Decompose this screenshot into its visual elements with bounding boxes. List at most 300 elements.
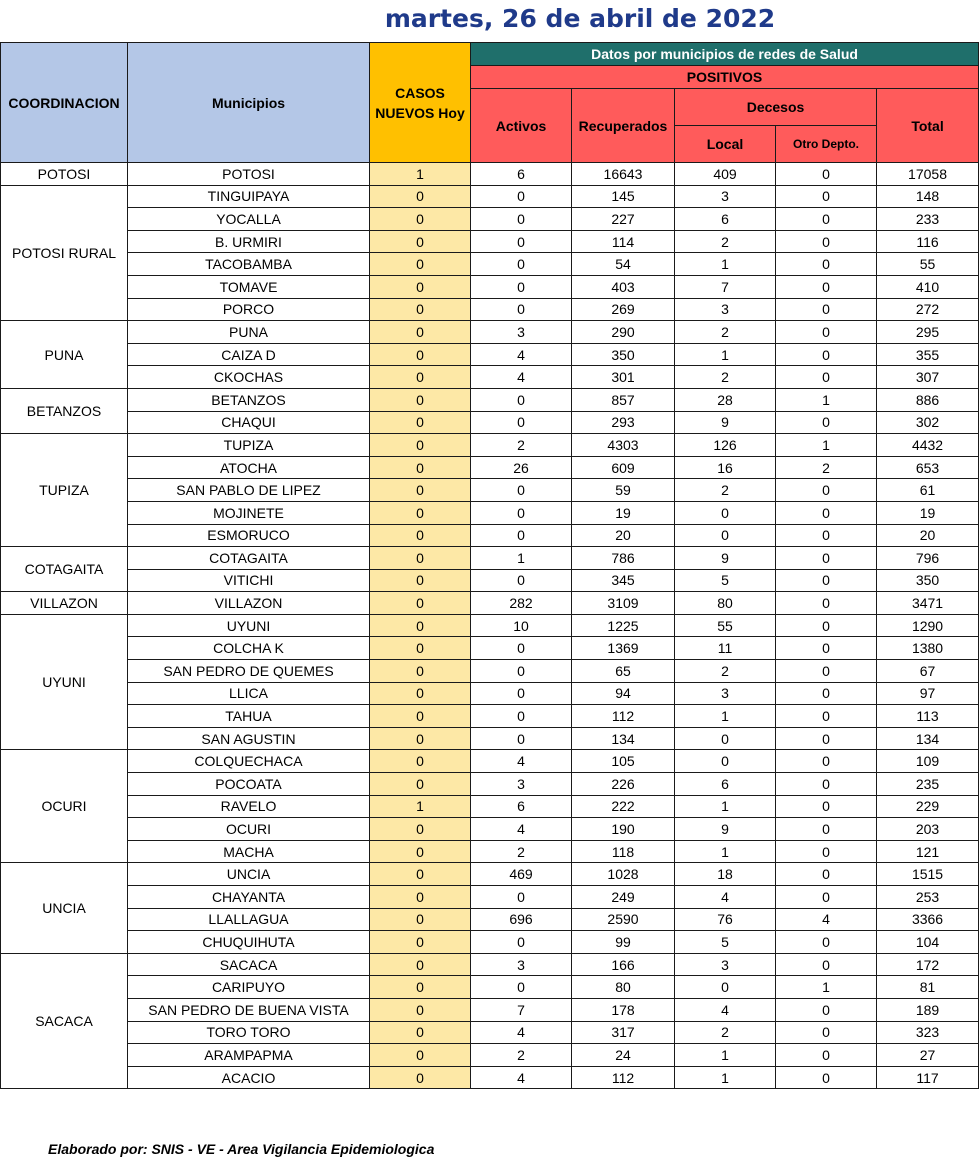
- recuperados-cell: 227: [572, 208, 675, 231]
- casos-nuevos-cell: 0: [370, 208, 471, 231]
- total-cell: 355: [877, 343, 979, 366]
- municipio-cell: RAVELO: [128, 795, 370, 818]
- municipio-cell: ESMORUCO: [128, 524, 370, 547]
- table-row: [1, 1066, 979, 1089]
- municipio-cell: TORO TORO: [128, 1021, 370, 1044]
- activos-cell: 0: [471, 524, 572, 547]
- otro-depto-cell: 0: [776, 1044, 877, 1067]
- activos-cell: 26: [471, 456, 572, 479]
- casos-nuevos-cell: 0: [370, 976, 471, 999]
- casos-nuevos-cell: 0: [370, 840, 471, 863]
- activos-cell: 0: [471, 479, 572, 502]
- local-cell: 2: [675, 660, 776, 683]
- local-cell: 0: [675, 976, 776, 999]
- activos-cell: 4: [471, 1066, 572, 1089]
- casos-nuevos-cell: 0: [370, 931, 471, 954]
- municipio-cell: POCOATA: [128, 773, 370, 796]
- table-row: [1, 547, 979, 570]
- activos-cell: 0: [471, 253, 572, 276]
- activos-cell: 2: [471, 434, 572, 457]
- casos-nuevos-cell: 0: [370, 637, 471, 660]
- activos-cell: 0: [471, 208, 572, 231]
- total-cell: 235: [877, 773, 979, 796]
- recuperados-cell: 317: [572, 1021, 675, 1044]
- total-header: Total: [877, 89, 979, 163]
- local-cell: 1: [675, 705, 776, 728]
- otro-depto-cell: 0: [776, 321, 877, 344]
- local-cell: 0: [675, 524, 776, 547]
- activos-cell: 7: [471, 998, 572, 1021]
- total-cell: 229: [877, 795, 979, 818]
- table-row: [1, 321, 979, 344]
- recuperados-cell: 609: [572, 456, 675, 479]
- total-cell: 886: [877, 388, 979, 411]
- local-cell: 18: [675, 863, 776, 886]
- activos-cell: 4: [471, 343, 572, 366]
- table-row: [1, 388, 979, 411]
- total-cell: 117: [877, 1066, 979, 1089]
- table-row: [1, 456, 979, 479]
- total-cell: 55: [877, 253, 979, 276]
- total-cell: 148: [877, 185, 979, 208]
- total-cell: 653: [877, 456, 979, 479]
- total-cell: 134: [877, 727, 979, 750]
- table-row: [1, 501, 979, 524]
- activos-cell: 3: [471, 321, 572, 344]
- otro-depto-cell: 0: [776, 705, 877, 728]
- municipio-cell: PORCO: [128, 298, 370, 321]
- table-row: [1, 931, 979, 954]
- recuperados-cell: 290: [572, 321, 675, 344]
- table-row: [1, 773, 979, 796]
- casos-nuevos-cell: 0: [370, 818, 471, 841]
- otro-depto-cell: 0: [776, 998, 877, 1021]
- otro-depto-cell: 0: [776, 637, 877, 660]
- activos-cell: 0: [471, 388, 572, 411]
- local-cell: 4: [675, 886, 776, 909]
- table-row: [1, 727, 979, 750]
- municipio-cell: UYUNI: [128, 614, 370, 637]
- table-row: [1, 976, 979, 999]
- municipio-cell: CHAQUI: [128, 411, 370, 434]
- total-cell: 97: [877, 682, 979, 705]
- otro-depto-cell: 1: [776, 388, 877, 411]
- recuperados-cell: 112: [572, 705, 675, 728]
- coordinacion-cell: BETANZOS: [1, 388, 128, 433]
- recuperados-cell: 293: [572, 411, 675, 434]
- municipios-header: Municipios: [128, 43, 370, 163]
- total-cell: 189: [877, 998, 979, 1021]
- casos-nuevos-cell: 0: [370, 298, 471, 321]
- table-row: [1, 840, 979, 863]
- table-row: [1, 479, 979, 502]
- otro-depto-cell: 0: [776, 750, 877, 773]
- table-row: [1, 1044, 979, 1067]
- activos-cell: 2: [471, 840, 572, 863]
- otro-depto-cell: 1: [776, 434, 877, 457]
- activos-cell: 1: [471, 547, 572, 570]
- activos-cell: 0: [471, 705, 572, 728]
- local-cell: 2: [675, 321, 776, 344]
- casos-nuevos-cell: 0: [370, 343, 471, 366]
- total-cell: 233: [877, 208, 979, 231]
- otro-depto-cell: 0: [776, 501, 877, 524]
- local-cell: 2: [675, 479, 776, 502]
- otro-depto-cell: 0: [776, 298, 877, 321]
- recuperados-cell: 59: [572, 479, 675, 502]
- recuperados-header: Recuperados: [572, 89, 675, 163]
- municipio-cell: BETANZOS: [128, 388, 370, 411]
- total-cell: 67: [877, 660, 979, 683]
- otro-depto-cell: 0: [776, 682, 877, 705]
- activos-cell: 4: [471, 818, 572, 841]
- casos-nuevos-cell: 0: [370, 230, 471, 253]
- local-cell: 6: [675, 773, 776, 796]
- casos-nuevos-cell: 0: [370, 547, 471, 570]
- otro-depto-cell: 2: [776, 456, 877, 479]
- recuperados-cell: 222: [572, 795, 675, 818]
- total-cell: 796: [877, 547, 979, 570]
- total-cell: 350: [877, 569, 979, 592]
- total-cell: 104: [877, 931, 979, 954]
- recuperados-cell: 145: [572, 185, 675, 208]
- recuperados-cell: 2590: [572, 908, 675, 931]
- activos-cell: 0: [471, 230, 572, 253]
- local-cell: 9: [675, 411, 776, 434]
- total-cell: 1290: [877, 614, 979, 637]
- casos-nuevos-cell: 0: [370, 773, 471, 796]
- municipal-cases-table: [0, 42, 979, 1089]
- table-row: [1, 275, 979, 298]
- municipio-cell: CARIPUYO: [128, 976, 370, 999]
- recuperados-cell: 786: [572, 547, 675, 570]
- activos-cell: 0: [471, 931, 572, 954]
- municipio-cell: SAN PEDRO DE BUENA VISTA: [128, 998, 370, 1021]
- otro-depto-cell: 0: [776, 614, 877, 637]
- activos-cell: 696: [471, 908, 572, 931]
- otro-depto-cell: 0: [776, 253, 877, 276]
- municipio-cell: LLALLAGUA: [128, 908, 370, 931]
- casos-nuevos-cell: 0: [370, 321, 471, 344]
- table-row: [1, 750, 979, 773]
- local-cell: 3: [675, 185, 776, 208]
- casos-nuevos-cell: 0: [370, 366, 471, 389]
- municipio-cell: TOMAVE: [128, 275, 370, 298]
- table-row: [1, 705, 979, 728]
- recuperados-cell: 105: [572, 750, 675, 773]
- local-cell: 5: [675, 569, 776, 592]
- coordinacion-cell: UYUNI: [1, 614, 128, 750]
- coordinacion-cell: POTOSI: [1, 163, 128, 186]
- recuperados-cell: 99: [572, 931, 675, 954]
- recuperados-cell: 1225: [572, 614, 675, 637]
- casos-nuevos-cell: 0: [370, 1066, 471, 1089]
- coordinacion-cell: POTOSI RURAL: [1, 185, 128, 321]
- total-cell: 307: [877, 366, 979, 389]
- total-cell: 20: [877, 524, 979, 547]
- local-cell: 80: [675, 592, 776, 615]
- municipio-cell: TUPIZA: [128, 434, 370, 457]
- municipio-cell: YOCALLA: [128, 208, 370, 231]
- local-cell: 1: [675, 1066, 776, 1089]
- activos-header: Activos: [471, 89, 572, 163]
- table-row: [1, 230, 979, 253]
- otro-depto-cell: 0: [776, 275, 877, 298]
- recuperados-cell: 112: [572, 1066, 675, 1089]
- municipio-cell: VILLAZON: [128, 592, 370, 615]
- activos-cell: 0: [471, 569, 572, 592]
- coordinacion-cell: PUNA: [1, 321, 128, 389]
- local-cell: 28: [675, 388, 776, 411]
- casos-nuevos-cell: 0: [370, 185, 471, 208]
- recuperados-cell: 1369: [572, 637, 675, 660]
- recuperados-cell: 80: [572, 976, 675, 999]
- recuperados-cell: 1028: [572, 863, 675, 886]
- otro-depto-header: Otro Depto.: [776, 126, 877, 163]
- otro-depto-cell: 0: [776, 185, 877, 208]
- otro-depto-cell: 0: [776, 931, 877, 954]
- recuperados-cell: 403: [572, 275, 675, 298]
- casos-nuevos-cell: 0: [370, 388, 471, 411]
- local-cell: 76: [675, 908, 776, 931]
- municipio-cell: ARAMPAPMA: [128, 1044, 370, 1067]
- table-row: [1, 660, 979, 683]
- municipio-cell: MACHA: [128, 840, 370, 863]
- table-body: [1, 163, 979, 1089]
- otro-depto-cell: 0: [776, 1021, 877, 1044]
- municipio-cell: CAIZA D: [128, 343, 370, 366]
- recuperados-cell: 249: [572, 886, 675, 909]
- table-row: [1, 637, 979, 660]
- otro-depto-cell: 0: [776, 660, 877, 683]
- total-cell: 323: [877, 1021, 979, 1044]
- table-row: [1, 592, 979, 615]
- activos-cell: 0: [471, 185, 572, 208]
- total-cell: 17058: [877, 163, 979, 186]
- municipio-cell: ACACIO: [128, 1066, 370, 1089]
- table-row: [1, 818, 979, 841]
- otro-depto-cell: 4: [776, 908, 877, 931]
- casos-nuevos-cell: 0: [370, 479, 471, 502]
- local-cell: 55: [675, 614, 776, 637]
- municipio-cell: POTOSI: [128, 163, 370, 186]
- recuperados-cell: 190: [572, 818, 675, 841]
- casos-nuevos-header: CASOS NUEVOS Hoy: [370, 43, 471, 163]
- coordinacion-cell: UNCIA: [1, 863, 128, 953]
- recuperados-cell: 345: [572, 569, 675, 592]
- casos-nuevos-cell: 0: [370, 750, 471, 773]
- casos-nuevos-cell: 0: [370, 705, 471, 728]
- table-row: [1, 953, 979, 976]
- table-row: [1, 524, 979, 547]
- recuperados-cell: 20: [572, 524, 675, 547]
- municipio-cell: COLCHA K: [128, 637, 370, 660]
- recuperados-cell: 4303: [572, 434, 675, 457]
- table-row: [1, 998, 979, 1021]
- table-row: [1, 185, 979, 208]
- otro-depto-cell: 0: [776, 547, 877, 570]
- total-cell: 172: [877, 953, 979, 976]
- recuperados-cell: 114: [572, 230, 675, 253]
- activos-cell: 4: [471, 1021, 572, 1044]
- total-cell: 109: [877, 750, 979, 773]
- recuperados-cell: 19: [572, 501, 675, 524]
- total-cell: 272: [877, 298, 979, 321]
- total-cell: 1515: [877, 863, 979, 886]
- recuperados-cell: 24: [572, 1044, 675, 1067]
- activos-cell: 10: [471, 614, 572, 637]
- municipio-cell: TAHUA: [128, 705, 370, 728]
- municipio-cell: B. URMIRI: [128, 230, 370, 253]
- total-cell: 19: [877, 501, 979, 524]
- casos-nuevos-cell: 0: [370, 253, 471, 276]
- casos-nuevos-cell: 0: [370, 614, 471, 637]
- recuperados-cell: 118: [572, 840, 675, 863]
- casos-nuevos-cell: 0: [370, 660, 471, 683]
- recuperados-cell: 166: [572, 953, 675, 976]
- coordinacion-cell: COTAGAITA: [1, 547, 128, 592]
- casos-nuevos-cell: 0: [370, 501, 471, 524]
- recuperados-cell: 301: [572, 366, 675, 389]
- table-row: [1, 795, 979, 818]
- otro-depto-cell: 0: [776, 592, 877, 615]
- local-cell: 3: [675, 298, 776, 321]
- activos-cell: 6: [471, 795, 572, 818]
- activos-cell: 0: [471, 298, 572, 321]
- municipio-cell: ATOCHA: [128, 456, 370, 479]
- local-cell: 11: [675, 637, 776, 660]
- table-row: [1, 886, 979, 909]
- recuperados-cell: 3109: [572, 592, 675, 615]
- total-cell: 253: [877, 886, 979, 909]
- recuperados-cell: 65: [572, 660, 675, 683]
- casos-nuevos-cell: 0: [370, 1044, 471, 1067]
- total-cell: 295: [877, 321, 979, 344]
- table-row: [1, 863, 979, 886]
- recuperados-cell: 178: [572, 998, 675, 1021]
- recuperados-cell: 54: [572, 253, 675, 276]
- otro-depto-cell: 0: [776, 818, 877, 841]
- table-row: [1, 1021, 979, 1044]
- municipio-cell: PUNA: [128, 321, 370, 344]
- total-cell: 116: [877, 230, 979, 253]
- local-cell: 1: [675, 795, 776, 818]
- activos-cell: 0: [471, 637, 572, 660]
- total-cell: 81: [877, 976, 979, 999]
- table-row: [1, 343, 979, 366]
- local-cell: 5: [675, 931, 776, 954]
- activos-cell: 3: [471, 773, 572, 796]
- total-cell: 203: [877, 818, 979, 841]
- municipio-cell: CHAYANTA: [128, 886, 370, 909]
- municipio-cell: SAN AGUSTIN: [128, 727, 370, 750]
- activos-cell: 2: [471, 1044, 572, 1067]
- otro-depto-cell: 0: [776, 886, 877, 909]
- municipio-cell: COTAGAITA: [128, 547, 370, 570]
- local-cell: 1: [675, 253, 776, 276]
- casos-nuevos-cell: 0: [370, 953, 471, 976]
- total-cell: 410: [877, 275, 979, 298]
- casos-nuevos-cell: 0: [370, 886, 471, 909]
- otro-depto-cell: 0: [776, 479, 877, 502]
- activos-cell: 0: [471, 682, 572, 705]
- local-cell: 1: [675, 1044, 776, 1067]
- total-cell: 3366: [877, 908, 979, 931]
- local-cell: 126: [675, 434, 776, 457]
- coordinacion-cell: TUPIZA: [1, 434, 128, 547]
- table-row: [1, 908, 979, 931]
- municipio-cell: SAN PEDRO DE QUEMES: [128, 660, 370, 683]
- municipio-cell: TINGUIPAYA: [128, 185, 370, 208]
- recuperados-cell: 226: [572, 773, 675, 796]
- local-cell: 0: [675, 750, 776, 773]
- casos-nuevos-cell: 0: [370, 411, 471, 434]
- positivos-header: POSITIVOS: [471, 66, 979, 89]
- otro-depto-cell: 0: [776, 863, 877, 886]
- coordinacion-cell: SACACA: [1, 953, 128, 1089]
- activos-cell: 469: [471, 863, 572, 886]
- municipio-cell: TACOBAMBA: [128, 253, 370, 276]
- activos-cell: 0: [471, 886, 572, 909]
- municipio-cell: UNCIA: [128, 863, 370, 886]
- otro-depto-cell: 0: [776, 343, 877, 366]
- otro-depto-cell: 0: [776, 163, 877, 186]
- local-cell: 409: [675, 163, 776, 186]
- casos-nuevos-cell: 0: [370, 524, 471, 547]
- municipio-cell: COLQUECHACA: [128, 750, 370, 773]
- municipio-cell: SAN PABLO DE LIPEZ: [128, 479, 370, 502]
- decesos-header: Decesos: [675, 89, 877, 126]
- recuperados-cell: 134: [572, 727, 675, 750]
- table-row: [1, 253, 979, 276]
- otro-depto-cell: 1: [776, 976, 877, 999]
- recuperados-cell: 269: [572, 298, 675, 321]
- otro-depto-cell: 0: [776, 208, 877, 231]
- casos-nuevos-cell: 0: [370, 569, 471, 592]
- otro-depto-cell: 0: [776, 953, 877, 976]
- casos-nuevos-cell: 0: [370, 275, 471, 298]
- otro-depto-cell: 0: [776, 840, 877, 863]
- local-cell: 7: [675, 275, 776, 298]
- total-cell: 27: [877, 1044, 979, 1067]
- municipio-cell: MOJINETE: [128, 501, 370, 524]
- casos-nuevos-cell: 0: [370, 908, 471, 931]
- local-cell: 6: [675, 208, 776, 231]
- activos-cell: 4: [471, 366, 572, 389]
- total-cell: 121: [877, 840, 979, 863]
- local-cell: 16: [675, 456, 776, 479]
- activos-cell: 4: [471, 750, 572, 773]
- activos-cell: 6: [471, 163, 572, 186]
- local-cell: 1: [675, 840, 776, 863]
- total-cell: 1380: [877, 637, 979, 660]
- local-cell: 9: [675, 818, 776, 841]
- datos-municipios-header: Datos por municipios de redes de Salud: [471, 43, 979, 66]
- municipio-cell: SACACA: [128, 953, 370, 976]
- footer-credit: Elaborado por: SNIS - VE - Area Vigilancia Epidemiologica: [48, 1141, 435, 1157]
- casos-nuevos-cell: 0: [370, 727, 471, 750]
- local-header: Local: [675, 126, 776, 163]
- casos-nuevos-cell: 0: [370, 456, 471, 479]
- otro-depto-cell: 0: [776, 366, 877, 389]
- coordinacion-cell: OCURI: [1, 750, 128, 863]
- municipio-cell: LLICA: [128, 682, 370, 705]
- table-row: [1, 411, 979, 434]
- recuperados-cell: 16643: [572, 163, 675, 186]
- table-row: [1, 434, 979, 457]
- casos-nuevos-cell: 0: [370, 682, 471, 705]
- activos-cell: 3: [471, 953, 572, 976]
